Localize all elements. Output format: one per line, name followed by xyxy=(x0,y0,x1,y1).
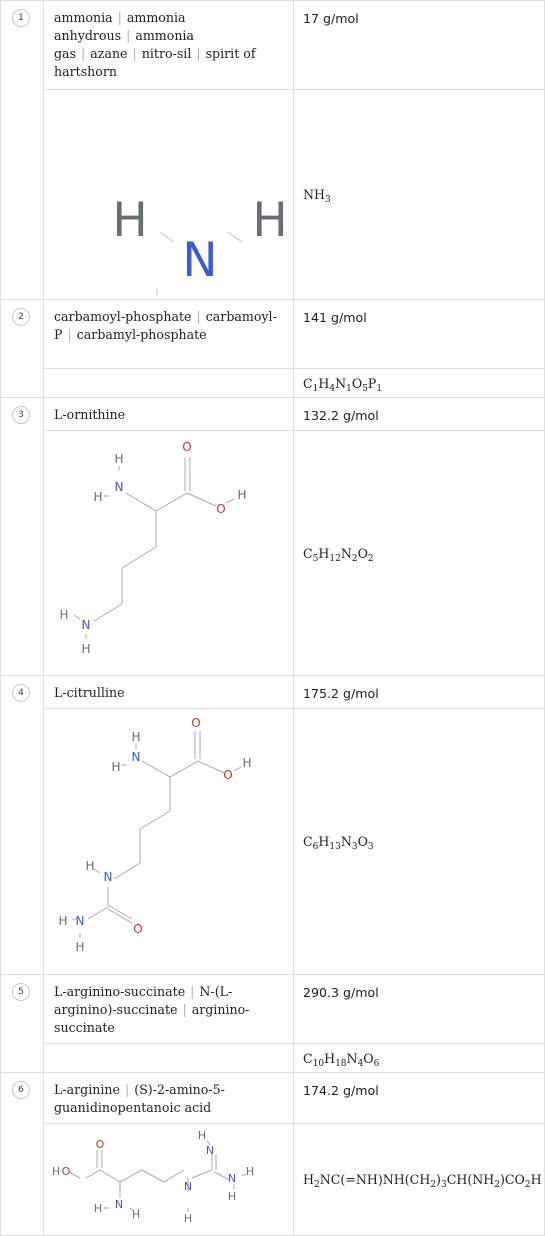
formula-element: N xyxy=(340,834,352,849)
row-number-badge: 6 xyxy=(12,1081,30,1099)
compound-names xyxy=(44,975,293,1043)
formula-element: H xyxy=(324,1050,336,1066)
formula-element: CH(NH xyxy=(446,1172,495,1187)
atom-label: H xyxy=(131,730,141,744)
compound-name: L-citrulline xyxy=(54,685,125,700)
formula-subscript: 4 xyxy=(357,1058,364,1069)
atom-label: N xyxy=(182,233,218,288)
row-number-badge: 5 xyxy=(12,983,30,1001)
name-separator: | xyxy=(67,327,72,342)
compound-name: L-ornithine xyxy=(54,407,126,422)
compound-name: nitro-sil xyxy=(141,46,192,61)
table-row xyxy=(1,1073,545,1124)
formula-subscript: 3 xyxy=(325,195,331,205)
structure-cell xyxy=(44,1124,294,1236)
formula-element: P xyxy=(367,375,377,391)
compound-names xyxy=(44,676,293,708)
citrulline-structure-diagram xyxy=(44,709,293,970)
compound-names xyxy=(44,300,293,350)
formula-element: NH xyxy=(303,187,326,202)
formula-element: N xyxy=(340,545,352,561)
compound-name: N-(L-arginino)-succinate xyxy=(54,984,233,1017)
table-row xyxy=(1,300,545,369)
atom-label: O xyxy=(216,502,226,516)
formula-element: NC(=NH)NH xyxy=(319,1172,405,1187)
formula-subscript: 2 xyxy=(313,1180,320,1190)
formula-cell xyxy=(294,1124,545,1236)
molar-mass-cell xyxy=(294,1,545,90)
formula-subscript: 2 xyxy=(430,1180,437,1190)
chemical-formula xyxy=(294,545,544,564)
atom-label: H xyxy=(51,1165,61,1178)
formula-cell xyxy=(294,90,545,300)
formula-element: (CH xyxy=(404,1172,431,1187)
table-row xyxy=(1,1124,545,1236)
atom-label: N xyxy=(205,1144,215,1157)
formula-cell xyxy=(294,1044,545,1073)
formula-element: C xyxy=(303,834,313,849)
row-number-badge: 2 xyxy=(12,308,30,326)
compound-name: L-arginine xyxy=(54,1082,120,1097)
formula-cell xyxy=(294,369,545,398)
ornithine-structure-diagram xyxy=(44,431,293,671)
formula-subscript: 12 xyxy=(329,553,341,564)
compound-name: spirit of hartshorn xyxy=(54,46,256,79)
formula-element: O xyxy=(351,375,363,391)
structure-cell xyxy=(44,431,294,676)
name-separator: | xyxy=(132,46,137,61)
molar-mass: 17 g/mol xyxy=(303,11,359,26)
ammonia-structure-diagram xyxy=(44,90,293,295)
structure-cell xyxy=(44,369,294,398)
compound-names xyxy=(44,1073,293,1123)
table-row xyxy=(1,431,545,676)
formula-subscript: 4 xyxy=(329,383,336,394)
atom-label: H xyxy=(183,1212,193,1225)
chemical-formula xyxy=(294,1172,544,1190)
name-separator: | xyxy=(117,10,122,25)
formula-element: H xyxy=(318,545,330,561)
compound-name: arginino-succinate xyxy=(54,1002,250,1035)
molar-mass: 141 g/mol xyxy=(303,310,367,325)
compound-name: carbamoyl-P xyxy=(54,309,277,342)
compound-name: L-arginino-succinate xyxy=(54,984,186,999)
row-index-cell xyxy=(1,975,44,1073)
names-cell xyxy=(44,975,294,1044)
row-number-badge: 4 xyxy=(12,684,30,702)
row-index-cell xyxy=(1,676,44,975)
atom-label: O xyxy=(223,768,233,782)
formula-subscript: 1 xyxy=(376,383,383,394)
atom-label: H xyxy=(197,1129,207,1142)
molar-mass-cell xyxy=(294,1073,545,1124)
formula-subscript: 2 xyxy=(494,1180,500,1190)
molar-mass: 175.2 g/mol xyxy=(303,686,379,701)
atom-label: H xyxy=(114,452,124,466)
formula-subscript: 2 xyxy=(367,553,374,564)
formula-element: H xyxy=(303,1172,314,1187)
name-separator: | xyxy=(81,46,86,61)
formula-element: N xyxy=(335,375,347,391)
row-number-badge: 3 xyxy=(12,406,30,424)
name-separator: | xyxy=(182,1002,187,1017)
molar-mass: 132.2 g/mol xyxy=(303,408,379,423)
atom-label: N xyxy=(81,618,91,632)
compound-names xyxy=(44,398,293,430)
atom-label: N xyxy=(103,870,113,884)
atom-label: H xyxy=(93,1202,103,1215)
chemical-formula xyxy=(294,187,544,205)
compound-name: (S)-2-amino-5-guanidinopentanoic acid xyxy=(54,1082,225,1115)
table-row xyxy=(1,90,545,300)
name-separator: | xyxy=(196,46,201,61)
formula-subscript: 3 xyxy=(440,1180,447,1190)
atom-label: N xyxy=(114,1198,124,1211)
name-separator: | xyxy=(196,309,201,324)
formula-subscript: 1 xyxy=(346,383,352,394)
row-index-cell xyxy=(1,300,44,398)
compound-name: azane xyxy=(90,46,128,61)
atom-label: H xyxy=(242,756,252,770)
row-index-cell xyxy=(1,1073,44,1236)
names-cell xyxy=(44,676,294,709)
molar-mass: 290.3 g/mol xyxy=(303,985,379,1000)
atom-label: N xyxy=(75,914,85,928)
compound-name: carbamyl-phosphate xyxy=(76,327,207,342)
formula-subscript: 13 xyxy=(329,842,341,852)
structure-cell xyxy=(44,1044,294,1073)
formula-subscript: 10 xyxy=(312,1058,325,1069)
table-row xyxy=(1,676,545,709)
formula-element: O xyxy=(363,1050,374,1066)
atom-label: H xyxy=(237,488,247,502)
chemical-formula xyxy=(294,375,544,394)
names-cell xyxy=(44,300,294,369)
atom-label: O xyxy=(61,1165,71,1178)
chemical-formula xyxy=(294,834,544,852)
molar-mass-cell xyxy=(294,676,545,709)
structure-cell xyxy=(44,90,294,300)
atom-label: H xyxy=(245,1165,255,1178)
atom-label: O xyxy=(191,716,201,730)
atom-label: O xyxy=(133,922,143,936)
molar-mass-cell xyxy=(294,398,545,431)
formula-element: )CO xyxy=(499,1172,525,1187)
names-cell xyxy=(44,398,294,431)
atom-label: H xyxy=(58,914,68,928)
compound-name: ammonia xyxy=(54,10,113,25)
formula-cell xyxy=(294,431,545,676)
molar-mass-cell xyxy=(294,300,545,369)
row-index-cell xyxy=(1,398,44,676)
atom-label: H xyxy=(112,193,148,248)
formula-element: H xyxy=(530,1172,542,1187)
formula-element: O xyxy=(357,834,368,849)
compound-name: carbamoyl-phosphate xyxy=(54,309,192,324)
compound-name: ammonia anhydrous xyxy=(54,10,186,43)
table-row xyxy=(1,975,545,1044)
atom-label: H xyxy=(85,859,95,873)
formula-subscript: 6 xyxy=(373,1058,380,1069)
atom-label: H xyxy=(75,940,85,954)
atom-label: N xyxy=(227,1172,237,1185)
table-row xyxy=(1,398,545,431)
atom-label: H xyxy=(93,490,103,504)
names-cell xyxy=(44,1073,294,1124)
formula-subscript: 3 xyxy=(367,842,374,852)
name-separator: | xyxy=(124,1082,130,1097)
formula-subscript: 5 xyxy=(312,553,319,564)
name-separator: | xyxy=(126,28,131,43)
formula-subscript: 5 xyxy=(362,383,368,394)
formula-subscript: 3 xyxy=(351,842,358,852)
table-row xyxy=(1,1044,545,1073)
atom-label: H xyxy=(227,1190,237,1203)
atom-label: O xyxy=(182,440,192,454)
formula-element: H xyxy=(318,834,330,849)
compound-name: ammonia gas xyxy=(54,28,194,61)
formula-element: C xyxy=(303,375,313,391)
formula-cell xyxy=(294,709,545,975)
formula-element: C xyxy=(303,545,313,561)
table-row xyxy=(1,369,545,398)
formula-subscript: 1 xyxy=(312,383,319,394)
atom-label: H xyxy=(131,1208,141,1221)
atom-label: N xyxy=(131,750,141,764)
formula-subscript: 2 xyxy=(524,1180,531,1190)
formula-subscript: 18 xyxy=(335,1058,347,1069)
compound-names xyxy=(44,1,293,87)
formula-element: H xyxy=(318,375,330,391)
atom-label: H xyxy=(252,193,288,248)
molar-mass: 174.2 g/mol xyxy=(303,1083,379,1098)
chemical-formula xyxy=(294,1050,544,1069)
table-row xyxy=(1,709,545,975)
atom-label: N xyxy=(114,480,124,494)
formula-element: ) xyxy=(436,1172,441,1187)
arginine-structure-diagram xyxy=(44,1124,293,1231)
formula-element: C xyxy=(303,1050,313,1066)
molar-mass-cell xyxy=(294,975,545,1044)
atom-label: O xyxy=(95,1138,105,1151)
formula-element: N xyxy=(346,1050,358,1066)
formula-subscript: 2 xyxy=(351,553,358,564)
atom-label: H xyxy=(59,608,69,622)
table-row xyxy=(1,1,545,90)
name-separator: | xyxy=(190,984,195,999)
atom-label: N xyxy=(183,1180,193,1193)
row-number-badge: 1 xyxy=(12,9,30,27)
atom-label: H xyxy=(81,642,91,656)
atom-label: H xyxy=(111,760,121,774)
structure-cell xyxy=(44,709,294,975)
names-cell xyxy=(44,1,294,90)
row-index-cell xyxy=(1,1,44,300)
formula-subscript: 6 xyxy=(312,842,319,852)
formula-element: O xyxy=(357,545,368,561)
